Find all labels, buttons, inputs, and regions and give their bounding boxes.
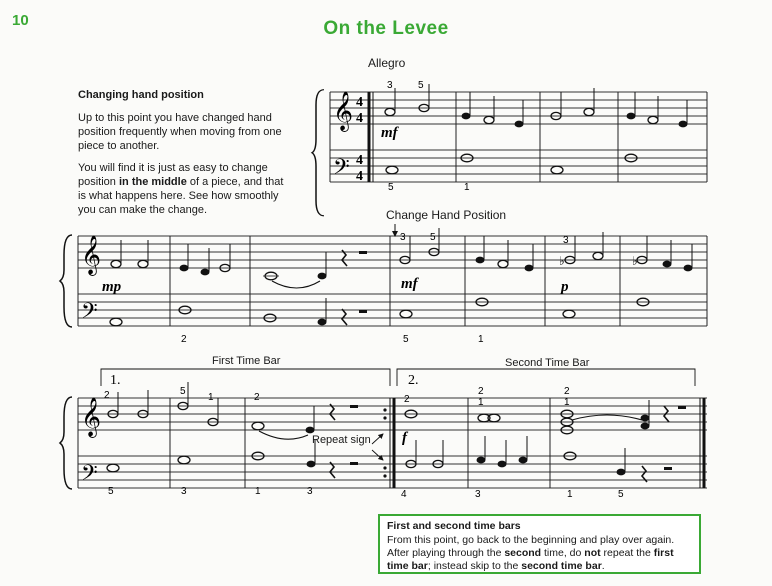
bass-clef-icon: 𝄢 — [81, 299, 98, 329]
volta-2-bracket — [397, 369, 695, 386]
info-box-bold-first-time-bar: first time bar — [387, 547, 674, 572]
fingering: 1 — [464, 182, 470, 193]
bass-staff-1 — [330, 150, 707, 182]
info-box-heading: First and second time bars — [387, 520, 521, 532]
fingering: 2 — [564, 386, 570, 397]
intro-paragraph-2-a: You will find it is just as easy to change position — [78, 162, 268, 188]
tempo-marking: Allegro — [368, 56, 406, 70]
info-box-text-a: From this point, go back to the beginning and play over again. After playing through the — [387, 534, 675, 559]
fingering: 1 — [564, 397, 570, 408]
page-number: 10 — [12, 12, 29, 29]
intro-paragraph-1: Up to this point you have changed hand position frequently when moving from one piece to another. — [78, 112, 282, 152]
intro-paragraph-2-bold: in the middle — [118, 176, 187, 188]
fingering: 5 — [618, 489, 624, 500]
intro-paragraph-2-b: of a piece, and that is what happens here. See how smoothly you can make the change. — [78, 176, 284, 216]
bass-clef-icon: 𝄢 — [333, 155, 350, 185]
flat-icon: ♭ — [632, 254, 638, 268]
system-1 — [312, 80, 707, 216]
bass-clef-icon: 𝄢 — [81, 461, 98, 491]
fingering: 5 — [403, 334, 409, 345]
fingering: 2 — [104, 390, 110, 401]
repeat-sign-label: Repeat sign — [312, 434, 371, 446]
change-hand-position-label: Change Hand Position — [386, 208, 507, 222]
fingering: 1 — [208, 392, 214, 403]
treble-clef-icon: 𝄞 — [81, 397, 102, 437]
system-3 — [60, 369, 707, 500]
info-box-bold-second: second — [504, 547, 542, 559]
fingering: 4 — [401, 489, 407, 500]
fingering: 5 — [418, 80, 424, 91]
fingering: 1 — [255, 486, 261, 497]
volta-1-number: 1. — [110, 373, 121, 388]
fingering: 3 — [475, 489, 481, 500]
fingering: 3 — [387, 80, 393, 91]
time-sig-bottom-treble: 4 — [356, 111, 363, 126]
flat-icon: ♭ — [559, 254, 565, 268]
fingering: 2 — [478, 386, 484, 397]
intro-heading: Changing hand position — [78, 89, 204, 101]
fingering: 5 — [430, 232, 436, 243]
fingering: 3 — [181, 486, 187, 497]
volta-2-number: 2. — [408, 373, 419, 388]
treble-clef-icon: 𝄞 — [81, 235, 102, 275]
fingering: 2 — [181, 334, 187, 345]
fingering: 2 — [254, 392, 260, 403]
fingering: 3 — [307, 486, 313, 497]
dynamic-marking: mf — [381, 125, 398, 141]
info-box-text-c: repeat the — [600, 547, 654, 559]
dynamic-marking: mp — [102, 279, 122, 295]
treble-staff-2 — [78, 236, 707, 268]
treble-clef-icon: 𝄞 — [333, 91, 354, 131]
info-box-text — [387, 534, 692, 573]
info-box-text-b: time, do — [541, 547, 585, 559]
page-title: On the Levee — [323, 18, 449, 39]
volta-1-bracket — [101, 369, 390, 386]
info-box-bold-not: not — [584, 547, 601, 559]
second-time-bar-label: Second Time Bar — [505, 357, 590, 369]
fingering: 5 — [180, 386, 186, 397]
fingering: 2 — [404, 394, 410, 405]
time-sig-top-bass: 4 — [356, 153, 363, 168]
first-time-bar-label: First Time Bar — [212, 355, 281, 367]
system-2 — [60, 224, 707, 345]
dynamic-marking: mf — [401, 276, 418, 292]
fingering: 1 — [567, 489, 573, 500]
fingering: 1 — [478, 397, 484, 408]
info-box — [378, 514, 701, 574]
info-box-text-e: . — [601, 560, 605, 572]
time-sig-top-treble: 4 — [356, 95, 363, 110]
fingering: 5 — [108, 486, 114, 497]
bass-staff-2 — [78, 294, 707, 326]
time-sig-bottom-bass: 4 — [356, 169, 363, 184]
treble-staff-1 — [330, 92, 707, 124]
fingering: 5 — [388, 182, 394, 193]
fingering: 3 — [400, 232, 406, 243]
fingering: 3 — [563, 235, 569, 246]
info-box-bold-second-time-bar: second time bar — [521, 560, 602, 572]
info-box-text-d: ; instead skip to the — [427, 560, 522, 572]
dynamic-marking: p — [561, 279, 569, 295]
dynamic-marking: f — [402, 430, 407, 446]
fingering: 1 — [478, 334, 484, 345]
